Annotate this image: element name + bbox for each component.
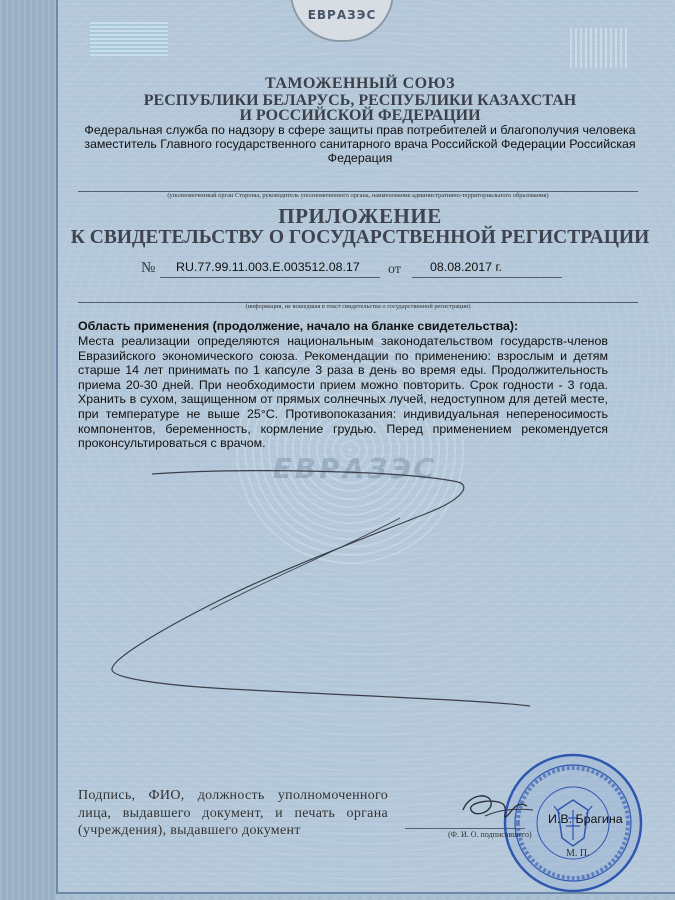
issuing-agency: Федеральная служба по надзору в сфере защиты прав потребителей и благополучия человека заместитель Главного государственного санитарного врача Российской Федерации Российская Федерация: [84, 123, 636, 165]
date-underline: [412, 277, 562, 278]
registration-date: 08.08.2017 г.: [430, 260, 502, 274]
security-edge-strip: [0, 0, 56, 900]
z-cancel-mark: [100, 460, 540, 720]
document-title: ПРИЛОЖЕНИЕ: [278, 204, 442, 228]
handwritten-signature: [455, 780, 535, 830]
number-underline: [160, 277, 380, 278]
agency-caption: (уполномоченный орган Стороны, руководитель уполномоченного органа, наименование административно-территориального образования): [167, 192, 549, 199]
emblem-label: ЕВРАЗЭС: [307, 8, 377, 22]
header-line-1: ТАМОЖЕННЫЙ СОЮЗ: [264, 75, 456, 92]
application-scope-text: Места реализации определяются национальным законодательством государств-членов Евразийского экономического союза. Рекомендации по применению: взрослым и детям старше 14 лет принимать по 1 капсуле 3 раза в день во время еды. Продолжительность приема 20-30 дней. При необходимости прием можно повторить. Срок годности - 3 года. Хранить в сухом, защищенном от прямых солнечных лучей, недоступном для детей месте, при температуре не выше 25°С. Противопоказания: индивидуальная непереносимость компонентов, беременность, кормление грудью. Перед применением рекомендуется проконсультироваться с врачом.: [78, 334, 608, 451]
hologram-strip: [90, 22, 168, 56]
registration-number: RU.77.99.11.003.E.003512.08.17: [176, 260, 360, 274]
document-subtitle: К СВИДЕТЕЛЬСТВУ О ГОСУДАРСТВЕННОЙ РЕГИСТРАЦИИ: [70, 227, 650, 248]
number-label: №: [141, 260, 156, 276]
signer-name: И.В. Брагина: [548, 812, 623, 826]
info-caption: (информация, не вошедшая в текст свидетельства о государственной регистрации): [245, 303, 471, 310]
section-title: Область применения (продолжение, начало на бланке свидетельства):: [78, 319, 519, 333]
signature-label: Подпись, ФИО, должность уполномоченного лица, выдавшего документ, и печать органа (учреждения), выдавшего документ: [78, 788, 388, 838]
hologram-right: [570, 28, 630, 68]
fio-hint: (Ф. И. О. подписавшего): [448, 830, 532, 839]
seal-mark: М. П.: [566, 848, 590, 859]
date-label: от: [388, 262, 401, 277]
header-line-3: И РОССИЙСКОЙ ФЕДЕРАЦИИ: [239, 107, 481, 124]
eurasec-watermark: ЕВРАЗЭС: [272, 452, 438, 485]
header-line-2: РЕСПУБЛИКИ БЕЛАРУСЬ, РЕСПУБЛИКИ КАЗАХСТАН: [143, 92, 577, 109]
